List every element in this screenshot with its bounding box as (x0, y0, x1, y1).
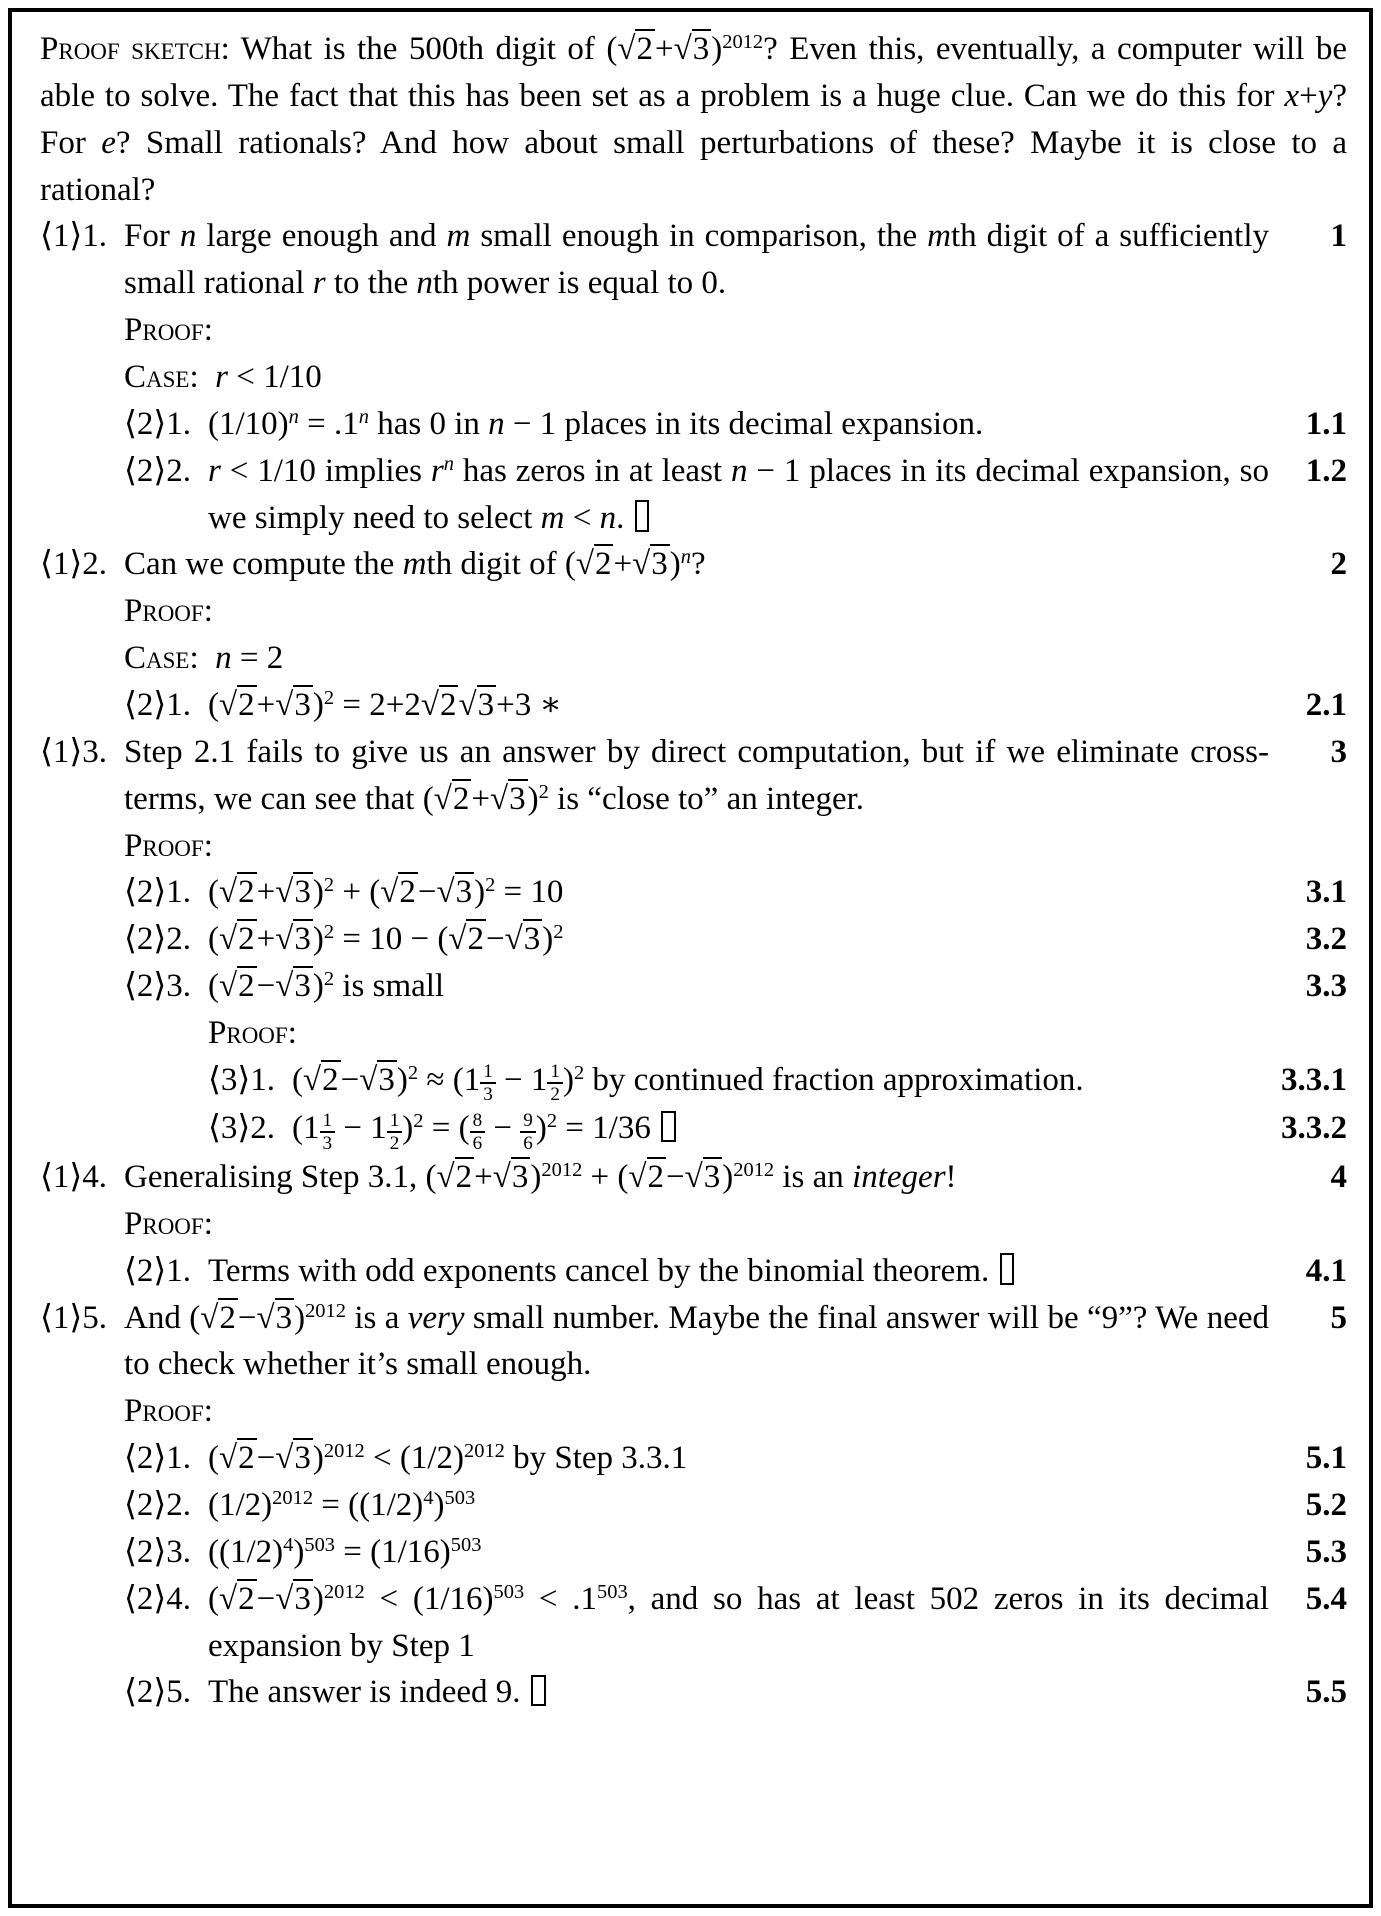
step-text: $((1/2)^4)^{503} = (1/16)^{503}$ (208, 1533, 482, 1570)
step-margin-number: 3.1 (1305, 874, 1347, 911)
step-text: Can we compute the mth digit of $(√2+√3)^n$? (124, 546, 706, 583)
proof-step-row-5.5 (124, 1669, 1347, 1716)
proof-row (124, 307, 1347, 354)
step-label: ⟨2⟩5. (124, 1674, 191, 1711)
proof-step-row-3.2 (124, 916, 1347, 963)
step-label: ⟨2⟩2. (124, 452, 191, 489)
proof-row (124, 1201, 1347, 1248)
step-margin-number: 2 (1330, 546, 1347, 583)
case-keyword: Case: r < 1/10 (124, 359, 322, 396)
proof-keyword: Proof: (208, 1015, 297, 1052)
proof-keyword: Proof: (124, 312, 213, 349)
proof-sketch-paragraph: Proof sketch: What is the 500th digit of $(√2+√3)^{2012}$? Even this, eventually, a computer will be able to solve. The fact that this has been set as a problem is a huge clue. Can we do this for x+y? For e? Small rationals? And how about small perturbations of these? Maybe it is close to a rational? (40, 30, 1348, 208)
proof-step-row-5.1 (124, 1435, 1347, 1482)
step-label: ⟨2⟩1. (124, 1440, 191, 1477)
proof-step-row-5 (40, 1295, 1347, 1389)
step-margin-number: 4 (1330, 1159, 1347, 1196)
step-text: For n large enough and m small enough in comparison, the mth digit of a sufficiently small rational r to the nth power is equal to 0. (124, 218, 1269, 302)
proof-keyword: Proof: (124, 1393, 213, 1430)
step-label: ⟨2⟩1. (124, 1252, 191, 1289)
proof-row (124, 1388, 1347, 1435)
proof-step-row-5.3 (124, 1529, 1347, 1576)
step-text: (1 $\frac{1}{3}$ − 1 $\frac{1}{2}$ )$^2$ = ( $\frac{8}{6}$ − $\frac{9}{6}$ )$^2$ = 1/36 (292, 1105, 1269, 1154)
step-label: ⟨1⟩2. (40, 546, 107, 583)
proof-step-row-2.1 (124, 682, 1347, 729)
step-label: ⟨1⟩4. (40, 1159, 107, 1196)
case-row (124, 635, 1347, 682)
proof-row (124, 823, 1347, 870)
step-label: ⟨2⟩3. (124, 968, 191, 1005)
step-margin-number: 5.5 (1305, 1674, 1347, 1711)
proof-row (208, 1010, 1347, 1057)
proof-step-row-4.1 (124, 1248, 1347, 1295)
step-margin-number: 5.4 (1305, 1580, 1347, 1617)
step-margin-number: 3.3 (1305, 968, 1347, 1005)
step-text: $(√2-√3)^2 \approx (1$ $\frac{1}{3}$ − 1 $\frac{1}{2}$ )$^2$ by continued fraction approximation. (292, 1061, 1084, 1106)
step-text: $(√2+√3)^2 = 10 - (√2-√3)^2$ (208, 921, 564, 958)
step-text: Generalising Step 3.1, $(√2+√3)^{2012} + (√2-√3)^{2012}$ is an integer! (124, 1158, 957, 1196)
document-frame (8, 8, 1373, 1908)
step-label: ⟨1⟩3. (40, 733, 107, 770)
step-label: ⟨2⟩2. (124, 921, 191, 958)
step-label: ⟨2⟩3. (124, 1533, 191, 1570)
proof-step-row-3.3.1 (208, 1057, 1347, 1106)
case-keyword: Case: n = 2 (124, 640, 284, 677)
proof-step-row-3.1 (124, 869, 1347, 916)
step-margin-number: 3.2 (1305, 921, 1347, 958)
step-label: ⟨1⟩5. (40, 1299, 107, 1336)
proof-step-row-4 (40, 1154, 1347, 1201)
proof-step-row-1.2 (124, 448, 1347, 542)
step-text: $(√2+√3)^2 + (√2-√3)^2 = 10$ (208, 874, 564, 911)
step-label: ⟨3⟩2. (208, 1110, 275, 1147)
step-label: ⟨2⟩1. (124, 405, 191, 442)
step-margin-number: 5 (1330, 1299, 1347, 1336)
step-label: ⟨2⟩1. (124, 874, 191, 911)
step-margin-number: 2.1 (1305, 687, 1347, 724)
step-label: ⟨2⟩4. (124, 1580, 191, 1617)
step-label: ⟨1⟩1. (40, 218, 107, 255)
step-text: $(√2-√3)^{2012} < (1/2)^{2012}$ by Step 3.3.1 (208, 1439, 688, 1477)
proof-step-row-3.3 (124, 963, 1347, 1010)
proof-steps (40, 213, 1347, 1716)
step-text: The answer is indeed 9. (208, 1669, 1269, 1716)
proof-step-row-1.1 (124, 401, 1347, 448)
step-label: ⟨2⟩2. (124, 1487, 191, 1524)
proof-keyword: Proof: (124, 1205, 213, 1242)
step-margin-number: 3 (1330, 733, 1347, 770)
step-text: $(1/2)^{2012} = ((1/2)^4)^{503}$ (208, 1486, 476, 1524)
step-margin-number: 3.3.2 (1281, 1110, 1347, 1147)
proof-keyword: Proof: (124, 827, 213, 864)
step-text: And $(√2-√3)^{2012}$ is a very small number. Maybe the final answer will be “9”? We need to check whether it’s small enough. (124, 1299, 1269, 1383)
step-margin-number: 1.1 (1305, 405, 1347, 442)
step-margin-number: 1.2 (1305, 452, 1347, 489)
case-row (124, 354, 1347, 401)
step-label: ⟨2⟩1. (124, 687, 191, 724)
step-margin-number: 5.3 (1305, 1533, 1347, 1570)
step-text: $(√2-√3)^{2012} < (1/16)^{503} < .1^{503}$, and so has at least 502 zeros in its decimal expansion by Step 1 (208, 1580, 1269, 1664)
step-margin-number: 5.2 (1305, 1487, 1347, 1524)
step-margin-number: 5.1 (1305, 1440, 1347, 1477)
step-margin-number: 4.1 (1305, 1252, 1347, 1289)
proof-step-row-3 (40, 729, 1347, 823)
proof-keyword: Proof: (124, 593, 213, 630)
step-text: $(1/10)^n = .1^n$ has 0 in n − 1 places in its decimal expansion. (208, 405, 984, 442)
step-margin-number: 3.3.1 (1281, 1061, 1347, 1098)
step-text: $(√2-√3)^2$ is small (208, 967, 445, 1005)
step-text: r < 1/10 implies $r^n$ has zeros in at least n − 1 places in its decimal expansion, so we simply need to select m < n. (208, 452, 1269, 536)
proof-step-row-5.2 (124, 1482, 1347, 1529)
step-label: ⟨3⟩1. (208, 1061, 275, 1098)
step-text: Step 2.1 fails to give us an answer by direct computation, but if we eliminate cross-terms, we can see that $(√2+√3)^2$ is “close to” an integer. (124, 733, 1269, 817)
proof-row (124, 588, 1347, 635)
proof-step-row-3.3.2 (208, 1105, 1347, 1154)
proof-step-row-5.4 (124, 1576, 1347, 1670)
step-text: Terms with odd exponents cancel by the binomial theorem. (208, 1248, 1269, 1295)
proof-step-row-2 (40, 541, 1347, 588)
step-margin-number: 1 (1330, 218, 1347, 255)
step-text: $(√2+√3)^2 = 2+2√2√3+3$ ∗ (208, 686, 562, 724)
proof-step-row-1 (40, 213, 1347, 307)
